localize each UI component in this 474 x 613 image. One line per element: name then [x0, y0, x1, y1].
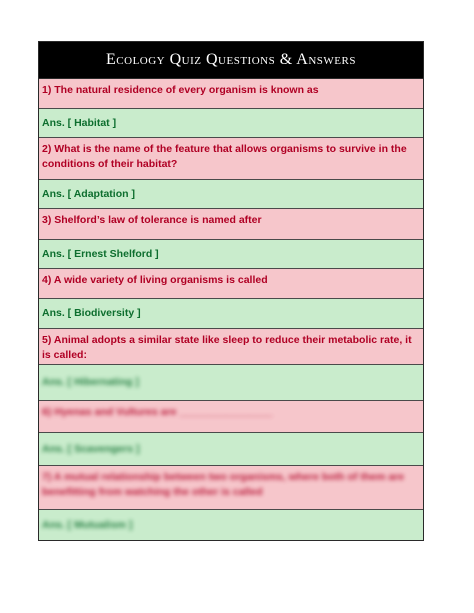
question-row-blurred	[39, 466, 423, 510]
question-row: 3) Shelford’s law of tolerance is named after	[39, 209, 423, 240]
quiz-title: Ecology Quiz Questions & Answers	[39, 42, 423, 79]
blurred-answer-text: Ans. [ Hibernating ]	[42, 376, 139, 388]
question-row-blurred	[39, 401, 423, 433]
answer-row-blurred	[39, 510, 423, 540]
answer-row-blurred	[39, 365, 423, 401]
blurred-answer-text: Ans. [ Scavengers ]	[42, 442, 140, 455]
answer-row: Ans. [ Adaptation ]	[39, 180, 423, 209]
blurred-question-text: 6) Hyenas and Vultures are ________________	[42, 406, 273, 418]
answer-row: Ans. [ Biodiversity ]	[39, 299, 423, 329]
answer-row: Ans. [ Ernest Shelford ]	[39, 240, 423, 269]
blurred-question-text: 7) A mutual relationship between two organisms, where both of them are benefitting from watching the other is called	[42, 471, 405, 498]
question-row: 2) What is the name of the feature that allows organisms to survive in the conditions of their habitat?	[39, 138, 423, 180]
question-row: 4) A wide variety of living organisms is called	[39, 269, 423, 299]
quiz-table	[38, 41, 424, 541]
question-row: 1) The natural residence of every organism is known as	[39, 79, 423, 109]
answer-row-blurred	[39, 433, 423, 466]
question-row: 5) Animal adopts a similar state like sleep to reduce their metabolic rate, it is called:	[39, 329, 423, 365]
answer-row: Ans. [ Habitat ]	[39, 109, 423, 138]
blurred-answer-text: Ans. [ Mutualism ]	[42, 518, 133, 531]
